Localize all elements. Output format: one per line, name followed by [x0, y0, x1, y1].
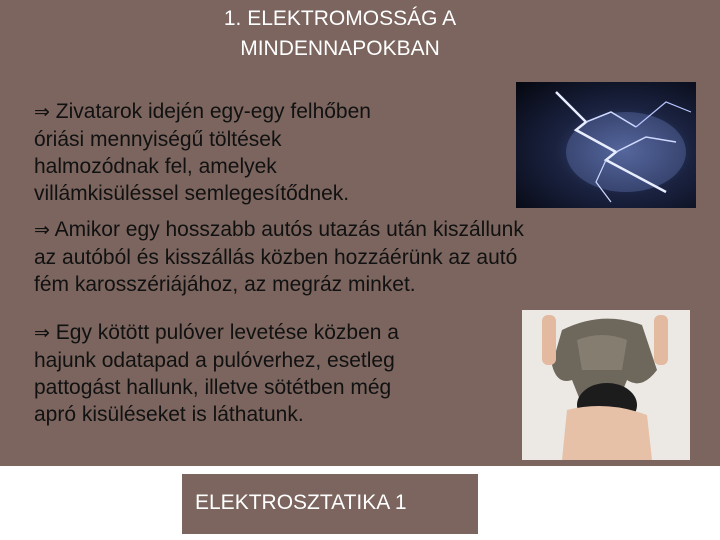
lightning-photo	[516, 82, 696, 208]
arrow-icon: ⇒	[34, 322, 50, 344]
bullet-line: óriási mennyiségű töltések	[34, 128, 282, 151]
bullet-line: apró kisüléseket is láthatunk.	[34, 403, 304, 426]
arrow-icon: ⇒	[34, 219, 50, 241]
lightning-bolt-icon	[516, 82, 696, 208]
bullet-sweater	[34, 319, 504, 428]
bullet-thunderstorm	[34, 98, 494, 207]
bullet-line: Zivatarok idején egy-egy felhőben	[55, 100, 371, 123]
arrow-icon: ⇒	[34, 101, 50, 123]
bullet-line: halmozódnak fel, amelyek	[34, 155, 277, 178]
bullet-line: Egy kötött pulóver levetése közben a	[55, 321, 399, 344]
bullet-line: hajunk odatapad a pulóverhez, esetleg	[34, 349, 395, 372]
footer-text: ELEKTROSZTATIKA 1	[195, 491, 407, 514]
bullet-line: az autóból és kisszállás közben hozzáérünk az autó	[34, 246, 518, 269]
title-line-1: 1. ELEKTROMOSSÁG A	[223, 7, 457, 30]
sweater-photo	[522, 310, 690, 460]
person-sweater-icon	[522, 310, 690, 460]
bullet-line: villámkisüléssel semlegesítődnek.	[34, 182, 350, 205]
bullet-car	[34, 216, 674, 298]
slide-title	[130, 4, 550, 64]
bullet-line: Amikor egy hosszabb autós utazás után kiszállunk	[54, 218, 524, 241]
title-line-2: MINDENNAPOKBAN	[240, 37, 440, 60]
bullet-line: pattogást hallunk, illetve sötétben még	[34, 376, 392, 399]
bullet-line: fém karosszériájához, az megráz minket.	[34, 273, 416, 296]
